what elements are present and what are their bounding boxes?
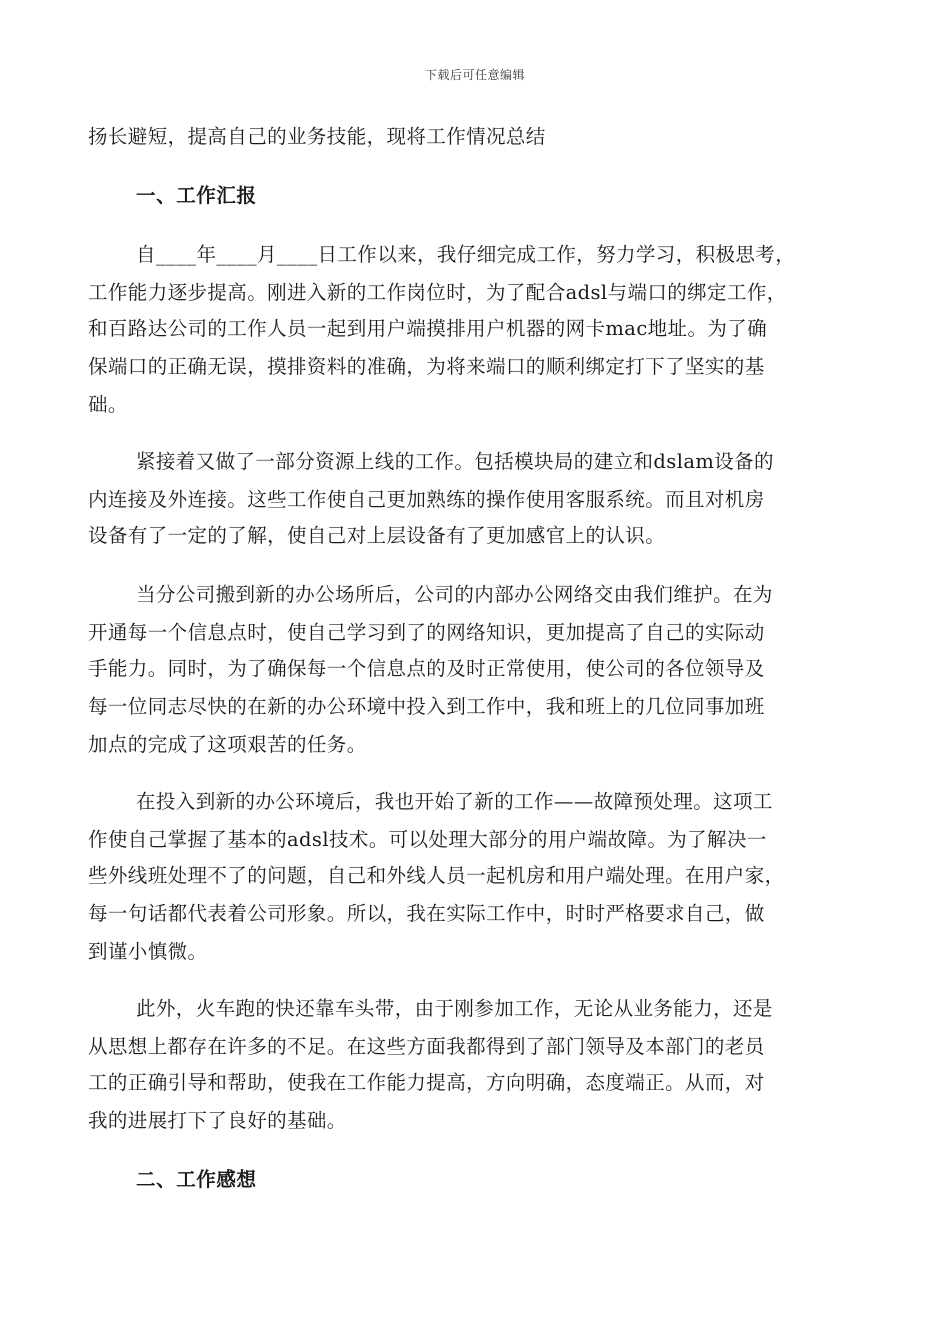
paragraph-line: 我的进展打下了良好的基础。 [88, 1109, 347, 1132]
paragraph-line: 从思想上都存在许多的不足。在这些方面我都得到了部门领导及本部门的老员 [88, 1035, 765, 1058]
paragraph-line: 保端口的正确无误，摸排资料的准确，为将来端口的顺利绑定打下了坚实的基 [88, 355, 765, 378]
paragraph-line: 设备有了一定的了解，使自己对上层设备有了更加感官上的认识。 [88, 524, 666, 547]
paragraph-line: 工作能力逐步提高。刚进入新的工作岗位时，为了配合adsl与端口的绑定工作， [88, 281, 787, 304]
paragraph-line: 工的正确引导和帮助，使我在工作能力提高，方向明确，态度端正。从而，对 [88, 1071, 765, 1094]
paragraph-line: 手能力。同时，为了确保每一个信息点的及时正常使用，使公司的各位领导及 [88, 657, 765, 680]
paragraph-line: 紧接着又做了一部分资源上线的工作。包括模块局的建立和dslam设备的 [136, 450, 774, 473]
section-heading-work-report: 一、工作汇报 [136, 184, 257, 207]
paragraph-line: 开通每一个信息点时，使自己学习到了的网络知识，更加提高了自己的实际动 [88, 621, 765, 644]
paragraph-line: 础。 [88, 393, 128, 416]
paragraph-line: 作使自己掌握了基本的adsl技术。可以处理大部分的用户端故障。为了解决一 [88, 828, 767, 851]
paragraph-line: 些外线班处理不了的问题，自己和外线人员一起机房和用户端处理。在用户家， [88, 864, 785, 887]
paragraph-line: 到谨小慎微。 [88, 940, 208, 963]
paragraph-line: 每一句话都代表着公司形象。所以，我在实际工作中，时时严格要求自己，做 [88, 902, 765, 925]
paragraph-line: 当分公司搬到新的办公场所后，公司的内部办公网络交由我们维护。在为 [136, 583, 773, 606]
page-header-note: 下载后可任意编辑 [424, 68, 525, 82]
paragraph-line: 此外，火车跑的快还靠车头带，由于刚参加工作，无论从业务能力，还是 [136, 997, 773, 1020]
paragraph-line: 加点的完成了这项艰苦的任务。 [88, 733, 367, 756]
paragraph-line: 自____年____月____日工作以来，我仔细完成工作，努力学习，积极思考， [136, 243, 796, 266]
paragraph-line: 在投入到新的办公环境后，我也开始了新的工作——故障预处理。这项工 [136, 790, 773, 813]
section-heading-work-reflections: 二、工作感想 [136, 1168, 257, 1191]
intro-line: 扬长避短，提高自己的业务技能，现将工作情况总结 [88, 125, 546, 148]
paragraph-line: 每一位同志尽快的在新的办公环境中投入到工作中，我和班上的几位同事加班 [88, 695, 765, 718]
paragraph-line: 和百路达公司的工作人员一起到用户端摸排用户机器的网卡mac地址。为了确 [88, 317, 768, 340]
paragraph-line: 内连接及外连接。这些工作使自己更加熟练的操作使用客服系统。而且对机房 [88, 488, 765, 511]
